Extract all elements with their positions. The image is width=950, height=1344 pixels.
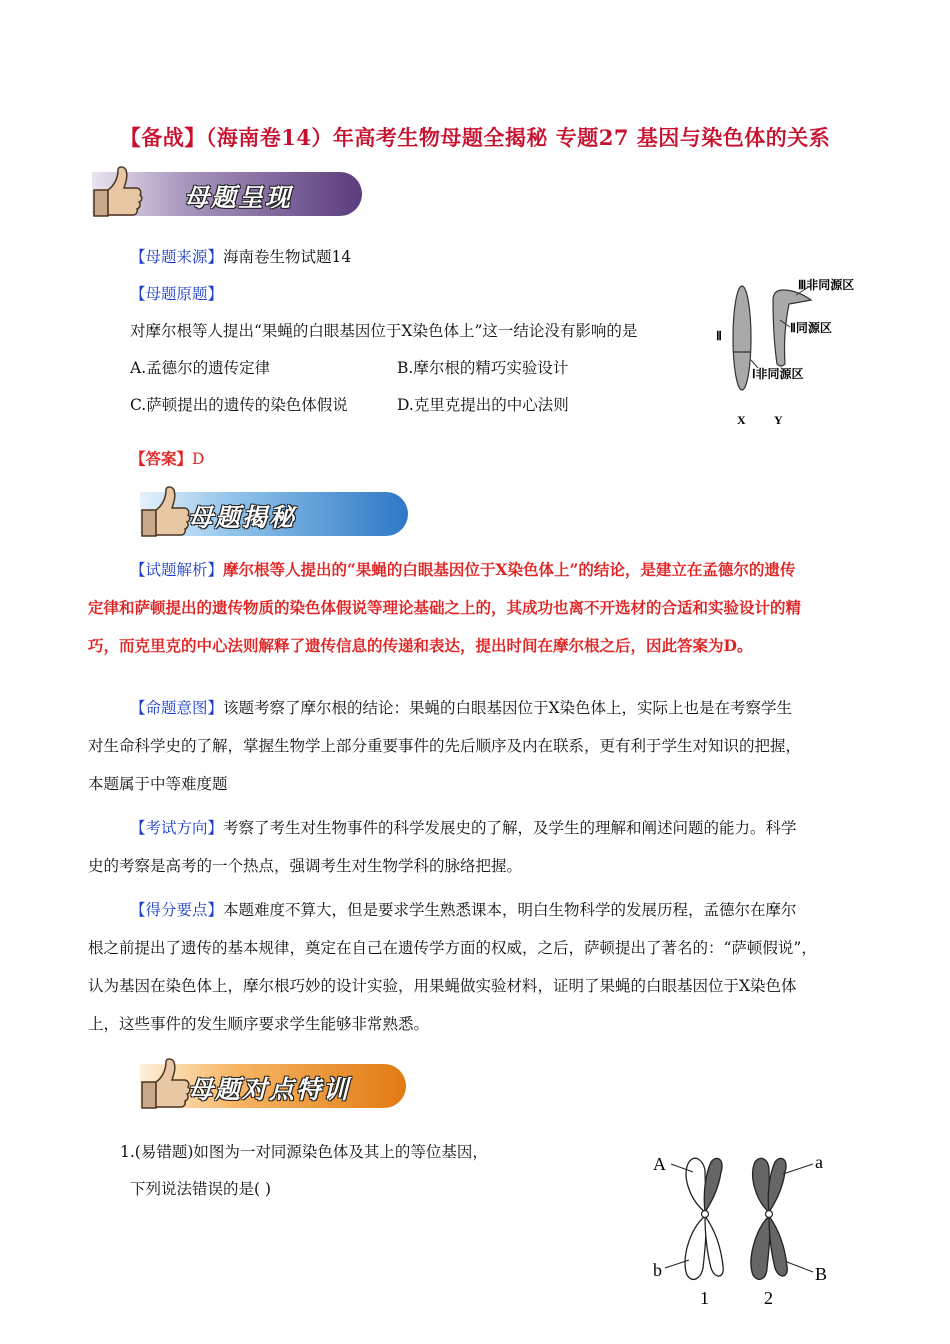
points-line2: 根之前提出了遗传的基本规律，奠定在自己在遗传学方面的权威，之后，萨顿提出了著名的：“萨顿假说”，: [88, 939, 817, 957]
analysis-line1: 摩尔根等人提出的“果蝇的白眼基因位于X染色体上”的结论，是建立在孟德尔的遗传: [223, 560, 796, 579]
homologous-chromosome-figure: [645, 1150, 835, 1310]
banner-present: [92, 172, 362, 216]
label-y: Y: [774, 413, 783, 427]
analysis-block: [130, 552, 870, 588]
banner-train-text: 母题对点特训: [188, 1075, 351, 1104]
answer-line: [130, 448, 204, 470]
option-c: C.萨顿提出的遗传的染色体假说: [130, 396, 348, 414]
original-tag: 【母题原题】: [130, 285, 224, 303]
option-b: B.摩尔根的精巧实验设计: [397, 359, 569, 377]
points-line3: 认为基因在染色体上，摩尔根巧妙的设计实验，用果蝇做实验材料，证明了果蝇的白眼基因位于X染色体: [88, 977, 797, 995]
direction-line2: 史的考察是高考的一个热点，强调考生对生物学科的脉络把握。: [88, 857, 523, 875]
x-chromosome: [733, 286, 751, 390]
answer-text: D: [192, 450, 205, 468]
source-text: 海南卷生物试题14: [223, 248, 352, 266]
label-roman2: Ⅱ: [716, 329, 722, 343]
chromosome-2: [751, 1158, 787, 1279]
points-line1-wrap: [130, 892, 797, 928]
allele-b-label: b: [653, 1260, 662, 1280]
banner-reveal-text: 母题揭秘: [188, 503, 297, 532]
banner-present-text: 母题呈现: [184, 183, 293, 212]
direction-line1: 考察了考生对生物事件的科学发展史的了解，及学生的理解和阐述问题的能力。科学: [223, 819, 797, 837]
option-d: D.克里克提出的中心法则: [397, 396, 569, 414]
intent-line1-wrap: [130, 690, 792, 726]
points-line4: 上，这些事件的发生顺序要求学生能够非常熟悉。: [88, 1015, 430, 1033]
document-title: 【备战】（海南卷14）年高考生物母题全揭秘 专题27 基因与染色体的关系: [119, 125, 831, 150]
analysis-tag: 【试题解析】: [130, 561, 224, 579]
thumbs-up-icon: [134, 482, 192, 544]
allele-A-label: A: [653, 1154, 666, 1174]
banner-reveal: [140, 492, 408, 536]
chromosome-2-label: 2: [764, 1288, 773, 1308]
answer-tag: 【答案】: [130, 449, 193, 468]
points-tag: 【得分要点】: [130, 901, 224, 919]
q1-line1: 1.(易错题)如图为一对同源染色体及其上的等位基因，: [120, 1143, 488, 1161]
banner-train: [140, 1064, 406, 1108]
allele-a-label: a: [815, 1152, 823, 1172]
thumbs-up-icon: [86, 162, 144, 224]
direction-line1-wrap: [130, 810, 797, 846]
label-region3: Ⅲ非同源区: [798, 278, 855, 292]
option-a: A.孟德尔的遗传定律: [130, 359, 271, 377]
source-tag: 【母题来源】: [130, 248, 224, 266]
label-x: X: [737, 413, 746, 427]
direction-tag: 【考试方向】: [130, 819, 224, 837]
intent-line1: 该题考察了摩尔根的结论：果蝇的白眼基因位于X染色体上，实际上也是在考察学生: [223, 699, 793, 717]
analysis-line2: 定律和萨顿提出的遗传物质的染色体假说等理论基础之上的，其成功也离不开选材的合适和实验设计的精: [88, 598, 802, 617]
q1-line2: 下列说法错误的是( ): [130, 1180, 272, 1198]
chromosome-1-label: 1: [700, 1288, 709, 1308]
intent-line2: 对生命科学史的了解，掌握生物学上部分重要事件的先后顺序及内在联系，更有利于学生对知识的把握，: [88, 737, 802, 755]
question-text: 对摩尔根等人提出“果蝇的白眼基因位于X染色体上”这一结论没有影响的是: [130, 322, 638, 340]
thumbs-up-icon: [134, 1054, 192, 1116]
chromosome-1: [685, 1158, 723, 1279]
label-region1: Ⅰ非同源区: [752, 367, 804, 381]
intent-line3: 本题属于中等难度题: [88, 775, 228, 793]
source-line: [130, 246, 351, 268]
label-region2: Ⅱ同源区: [790, 321, 832, 335]
xy-chromosome-figure: [700, 270, 880, 435]
intent-tag: 【命题意图】: [130, 699, 224, 717]
analysis-line3: 巧，而克里克的中心法则解释了遗传信息的传递和表达，提出时间在摩尔根之后，因此答案为D。: [88, 636, 753, 655]
allele-B-label: B: [815, 1264, 828, 1284]
points-line1: 本题难度不算大，但是要求学生熟悉课本，明白生物科学的发展历程，孟德尔在摩尔: [223, 901, 797, 919]
